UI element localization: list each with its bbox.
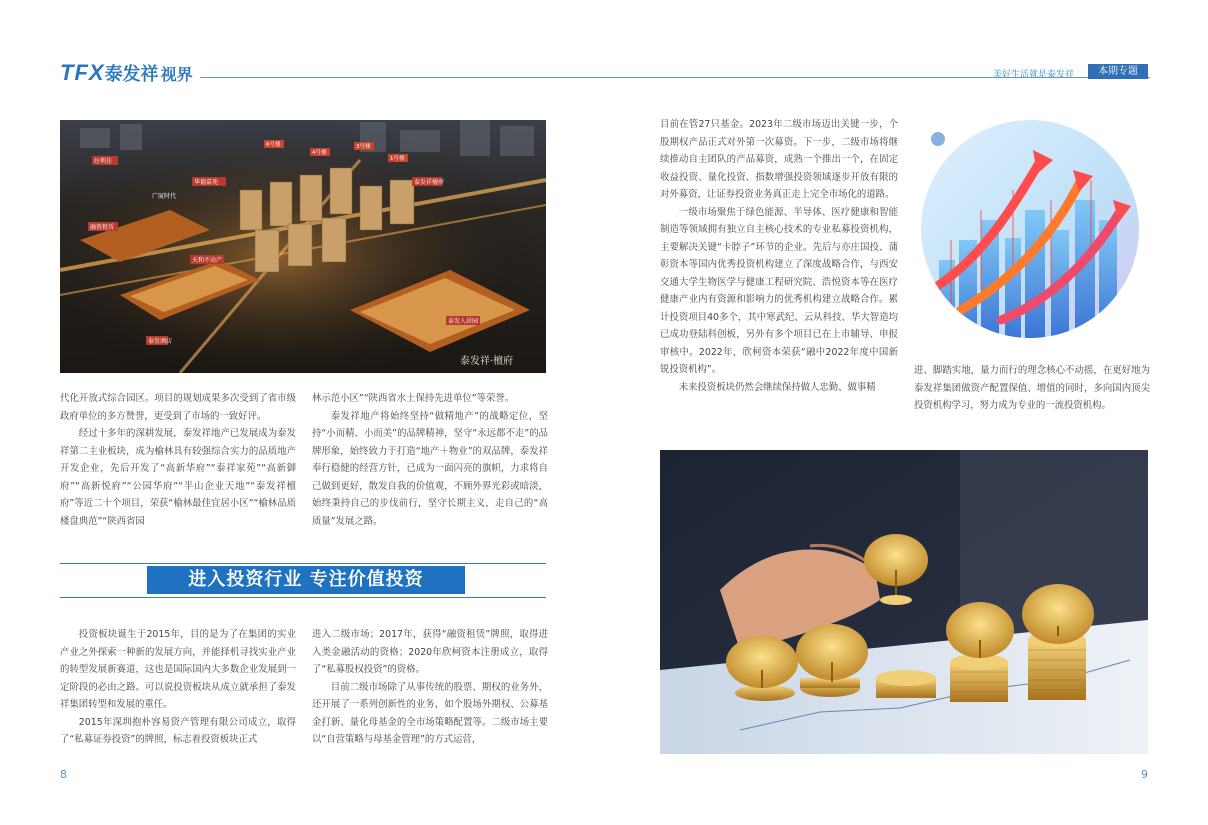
paragraph: 一级市场聚焦于绿色能源、半导体、医疗健康和智能制造等领域拥有独立自主核心技术的专业私募投资机构，主要解决关键“卡脖子”环节的企业。先后与亦庄国投、蒲彰资本等国内优秀投资机构建立了深度战略合作，与西安交通大学生物医学与健康工程研究院、浩悦资本等在医疗健康产业内有资源和影响力的优秀机构建立战略合作。累计投资项目40多个，其中寒武纪、云从科技、华大智造均已成功登陆科创板，另外有多个项目已在上市辅导、申报审核中。2022年，欣柯资本荣获“融中2022年度中国新锐投资机构”。	[660, 206, 898, 375]
page-number-right: 9	[1141, 768, 1148, 781]
header-slogan: 美好生活就是泰发祥	[992, 70, 1074, 80]
growth-chart-image	[921, 120, 1139, 338]
right-col2	[914, 362, 1150, 415]
city-label: 泰发人居园	[448, 318, 479, 325]
city-label: 3号楼	[356, 144, 371, 150]
city-label: 天和不动产	[192, 257, 223, 264]
paragraph: 2015年深圳抱朴容易资产管理有限公司成立，取得了“私募证券投资”的牌照，标志着投资板块正式	[60, 716, 296, 745]
paragraph: 林示范小区”“陕西省水土保持先进单位”等荣誉。	[312, 393, 515, 404]
city-label: 泰发酒店	[148, 338, 173, 345]
paragraph: 代化开放式综合园区。项目的规划成果多次受到了省市级政府单位的多方赞誉，更受到了市场的一致好评。	[60, 393, 296, 422]
paragraph: 经过十多年的深耕发展，泰发祥地产已发展成为泰发祥第二主业板块，成为榆林具有较强综合实力的品质地产开发企业，先后开发了“高新华府”“泰祥家苑”“高新御府”“高新悦府”“公园华府”“半山企业天地”“泰发祥檀府”等近二十个项目，荣获“榆林最佳宜居小区”“榆林品质楼盘典范”“陕西省园	[60, 428, 296, 527]
issue-tag: 本期专题	[1088, 64, 1148, 79]
city-label: 4号楼	[312, 150, 327, 156]
city-aerial-image	[60, 120, 546, 373]
paragraph: 进、脚踏实地，量力而行的理念核心不动摇，在更好地为泰发祥集团做资产配置保值、增值的同时，多向国内顶尖投资机构学习，努力成为专业的一流投资机构。	[914, 365, 1150, 411]
page-number-left: 8	[60, 768, 67, 781]
logo-suffix: 视界	[160, 67, 193, 84]
city-label: 广厦时代	[152, 193, 177, 200]
city-label: 泰发祥檀府	[414, 179, 445, 186]
city-label: 1号楼	[390, 156, 405, 162]
banner-rule-top	[60, 563, 546, 564]
left-col2-bottom	[312, 626, 548, 749]
city-label: 华德嘉苑	[194, 179, 219, 186]
brand-logo	[60, 60, 193, 86]
city-label: 好利佳	[94, 158, 113, 165]
right-col1	[660, 116, 898, 396]
left-col2-top	[312, 390, 548, 530]
paragraph: 目前二级市场除了从事传统的股票、期权的业务外，还开展了一系列创新性的业务，如个股场外期权、公募基金打新、量化母基金的全市场策略配置等。二级市场主要以“自营策略与母基金管理”的方式运营，	[312, 681, 548, 745]
decorative-bubble	[931, 132, 945, 146]
coins-trees-image	[660, 450, 1148, 754]
left-col1-top	[60, 390, 296, 530]
city-label: 6号楼	[266, 142, 281, 148]
section-title: 进入投资行业 专注价值投资	[147, 566, 465, 594]
banner-rule-bottom	[60, 597, 546, 598]
paragraph: 泰发祥地产将始终坚持“做精地产”的战略定位，坚持“小而精、小而美”的品牌精神，坚守“永远都不走”的品牌形象，始终致力于打造“地产＋物业”的双品牌，泰发祥奉行稳健的经营方针，已成为一面闪亮的旗帜，力求将自己做到更好，散发自我的价值观，不顾外界光彩或暗淡，始终秉持自己的步伐前行，坚守长期主义，走自己的“高质量”发展之路。	[312, 410, 548, 527]
paragraph: 投资板块诞生于2015年，目的是为了在集团的实业产业之外探索一种新的发展方向，并能择机寻找实业产业的转型发展新赛道，这也是国际国内大多数企业发展到一定阶段的必由之路。可以说投资板块从成立就承担了泰发祥集团转型和发展的重任。	[60, 629, 296, 710]
paragraph: 进入二级市场；2017年，获得“融资租赁”牌照，取得进入类金融活动的资格；2020年欣柯资本注册成立，取得了“私募股权投资”的资格。	[312, 629, 548, 675]
city-caption: 泰发祥·檀府	[460, 356, 514, 367]
paragraph: 目前在管27只基金。2023年二级市场迈出关键一步，个股期权产品正式对外第一次募资。下一步，二级市场将继续推动自主团队的产品募资，成熟一个推出一个，在固定收益投资、量化投资、指数增强投资领域逐步开放有限的对外募资，让证券投资业务真正走上完全市场化的道路。	[660, 119, 898, 200]
logo-cn: 泰发祥	[104, 64, 159, 84]
logo-latin: TFX	[60, 60, 105, 85]
paragraph: 未来投资板块仍然会继续保持做人忠勤、做事精	[678, 381, 876, 393]
city-label: 融资租赁	[90, 224, 115, 231]
left-col1-bottom	[60, 626, 296, 749]
